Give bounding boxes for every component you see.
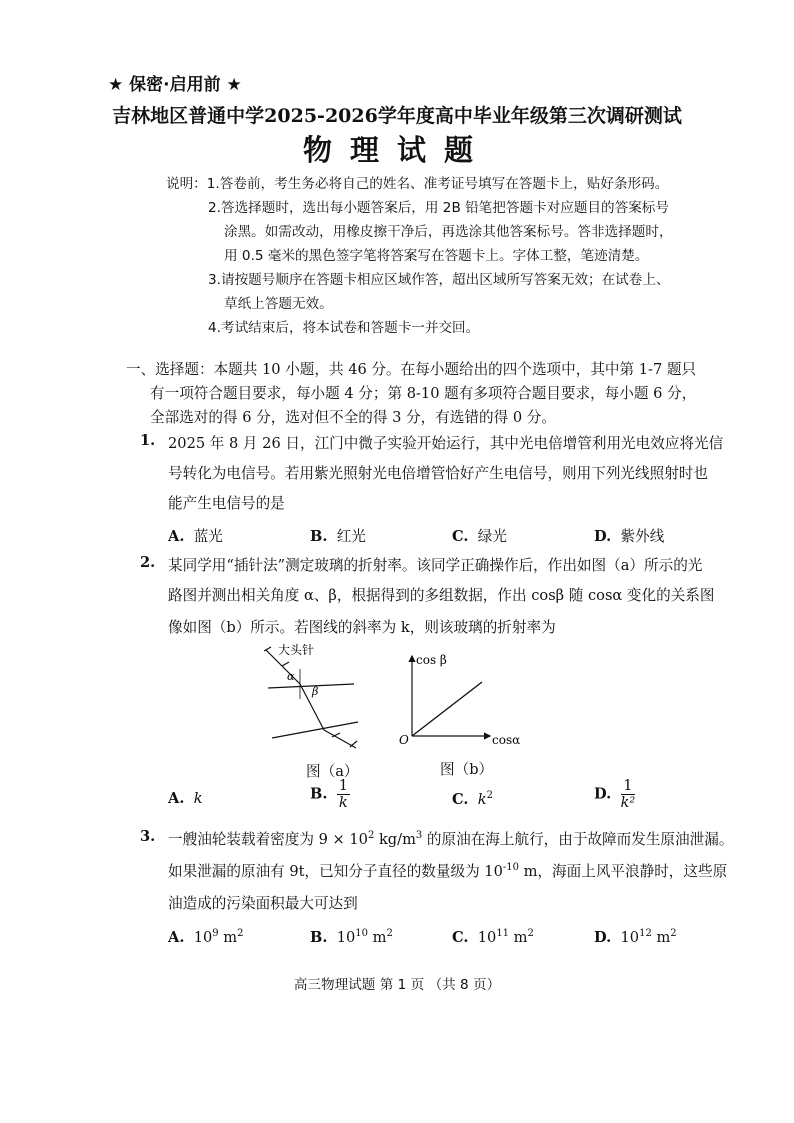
exponent: 2 (486, 790, 493, 801)
option-letter: D. (594, 785, 612, 803)
question-text: 一艘油轮装载着密度为 $9 \times 10^2$ $kg/m^3$ 的原油在海上航行，由于故障而发生原油泄漏。 (168, 830, 734, 848)
page-footer: 高三物理试题 第 1 页 （共 8 页） (293, 977, 501, 993)
option-text: k (193, 790, 203, 807)
instruction-line: 涂黑。如需改动，用橡皮擦干净后，再选涂其他答案标号。答非选择题时， (224, 224, 673, 240)
option-a[interactable] (168, 525, 223, 546)
option-c[interactable]: C. $10^{11}$ $m^2$ (452, 928, 534, 946)
figure-b-graph (398, 648, 528, 746)
instruction-line: 4.考试结束后，将本试卷和答题卡一并交回。 (208, 320, 480, 336)
fraction: $\frac{1}{\text{k²}}$ (620, 777, 636, 811)
question-number: 3. (140, 828, 156, 845)
question-text: 能产生电信号的是 (168, 495, 285, 512)
origin-label: O (399, 733, 409, 746)
question-text: 油造成的污染面积最大可达到 (168, 895, 358, 912)
option-b[interactable] (310, 778, 350, 811)
instruction-line: 说明：1.答卷前，考生务必将自己的姓名、准考证号填写在答题卡上，贴好条形码。 (166, 176, 669, 192)
question-text: 像如图（b）所示。若图线的斜率为 k，则该玻璃的折射率为 (168, 619, 556, 636)
x-axis-label: cosα (492, 733, 521, 746)
option-a[interactable] (168, 790, 203, 807)
option-letter: B. (310, 528, 328, 545)
exam-subtitle: 吉林地区普通中学2025-2026学年度高中毕业年级第三次调研测试 (112, 105, 682, 127)
section-text: 有一项符合题目要求，每小题 4 分；第 8-10 题有多项符合题目要求，每小题 6 分， (150, 385, 697, 402)
question-text: 路图并测出相关角度 α、β，根据得到的多组数据，作出 cosβ 随 cosα 变化的关系图 (168, 587, 715, 604)
option-d[interactable]: D. $10^{12}$ $m^2$ (594, 928, 677, 946)
figure-b-caption: 图（b） (440, 761, 494, 778)
alpha-label: α (287, 670, 295, 683)
figure-a-caption: 图（a） (306, 763, 359, 780)
option-letter: A. (168, 528, 185, 545)
option-letter: C. (452, 790, 469, 808)
option-text: 紫外线 (620, 528, 665, 545)
option-letter: C. (452, 528, 469, 545)
option-letter: A. (168, 790, 185, 807)
question-number: 2. (140, 554, 156, 571)
instruction-line: 3.请按题号顺序在答题卡相应区域作答，超出区域所写答案无效；在试卷上、 (208, 272, 670, 288)
question-number: 1. (140, 432, 156, 449)
question-text: 号转化为电信号。若用紫光照射光电倍增管恰好产生电信号，则用下列光线照射时也 (168, 465, 708, 482)
beta-label: β (312, 685, 319, 698)
option-c[interactable] (452, 525, 507, 546)
confidential-label: ★ 保密·启用前 ★ (108, 75, 242, 95)
option-a[interactable]: A. $10^9$ $m^2$ (168, 928, 244, 946)
pin-label: 大头针 (278, 644, 315, 657)
option-c[interactable] (452, 790, 493, 808)
option-text: 红光 (336, 528, 366, 545)
question-text: 2025 年 8 月 26 日，江门中微子实验开始运行，其中光电倍增管利用光电效应将光信 (168, 435, 724, 452)
figure-a-optical-path (262, 644, 372, 752)
y-axis-label: cos β (416, 653, 447, 667)
question-text: 某同学用“插针法”测定玻璃的折射率。该同学正确操作后，作出如图（a）所示的光 (168, 557, 703, 574)
option-text: 蓝光 (193, 528, 223, 545)
option-d[interactable] (594, 525, 664, 546)
option-b[interactable] (310, 525, 366, 546)
section-text: 全部选对的得 6 分，选对但不全的得 3 分，有选错的得 0 分。 (150, 409, 556, 426)
option-b[interactable]: B. $10^{10}$ $m^2$ (310, 928, 393, 946)
option-letter: D. (594, 528, 612, 545)
option-text: k (477, 790, 487, 808)
exam-title: 物理试题 (302, 133, 491, 167)
fraction: $\frac{1}{k}$ (338, 777, 348, 811)
option-letter: B. (310, 785, 328, 803)
section-heading: 一、选择题：本题共 10 小题，共 46 分。在每小题给出的四个选项中，其中第 1-7 题只 (126, 361, 697, 378)
question-text: 如果泄漏的原油有 9t，已知分子直径的数量级为 $10^{-10}$ m，海面上风平浪静时，这些原 (168, 862, 728, 880)
instruction-line: 用 0.5 毫米的黑色签字笔将答案写在答题卡上。字体工整，笔迹清楚。 (224, 248, 649, 264)
option-d[interactable] (594, 778, 635, 811)
option-text: 绿光 (477, 528, 507, 545)
instruction-line: 2.答选择题时，选出每小题答案后，用 2B 铅笔把答题卡对应题目的答案标号 (208, 200, 669, 216)
instruction-line: 草纸上答题无效。 (224, 296, 333, 312)
